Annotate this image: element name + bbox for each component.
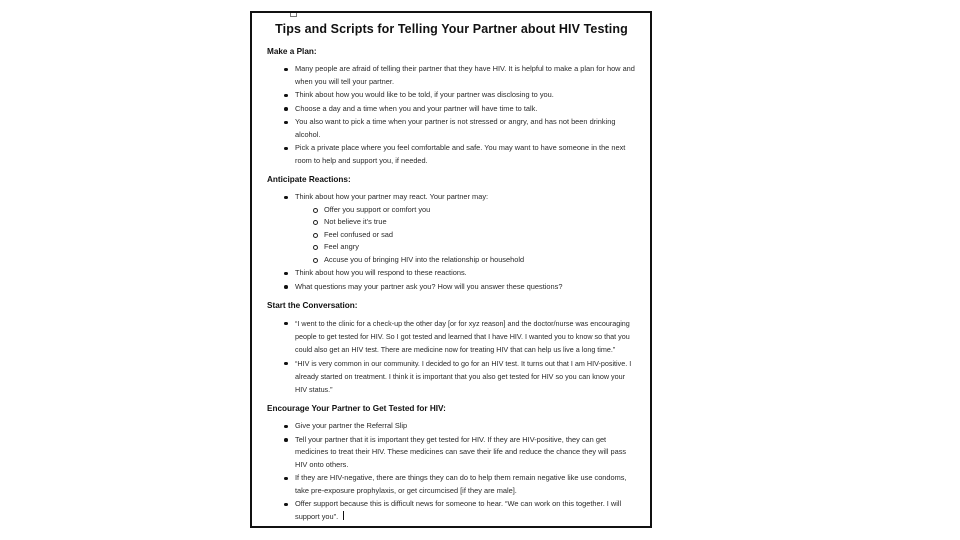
list-item: Choose a day and a time when you and your partner will have time to talk. bbox=[295, 103, 636, 116]
list-item: Pick a private place where you feel comfortable and safe. You may want to have someone in the next room to help and support you, if needed. bbox=[295, 142, 636, 167]
sub-list-item: Not believe it's true bbox=[324, 216, 636, 229]
list-item-text: Offer support because this is difficult news for someone to hear. “We can work on this together. I will support you”. bbox=[295, 499, 622, 521]
list-item: “I went to the clinic for a check-up the other day [or for xyz reason] and the doctor/nurse was encouraging people to get tested for HIV. So I got tested and learned that I have HIV. I wanted you to know so that you could also get an HIV test. There are medicine now for treating HIV that can help us live a long time.” bbox=[295, 317, 636, 356]
section-anticipate-reactions bbox=[267, 175, 636, 293]
bullet-list bbox=[267, 63, 636, 167]
list-item-text: Think about how your partner may react. Your partner may: bbox=[295, 192, 489, 201]
sub-list bbox=[295, 204, 636, 267]
list-item: You also want to pick a time when your partner is not stressed or angry, and has not been drinking alcohol. bbox=[295, 116, 636, 141]
bullet-list bbox=[267, 420, 636, 523]
section-make-a-plan bbox=[267, 47, 636, 167]
list-item: “HIV is very common in our community. I decided to go for an HIV test. It turns out that I am HIV-positive. I already started on treatment. I think it is important that you also get tested for HIV so you can know your HIV status.” bbox=[295, 357, 636, 396]
list-item: What questions may your partner ask you? How will you answer these questions? bbox=[295, 281, 636, 294]
section-heading: Anticipate Reactions: bbox=[267, 175, 351, 184]
list-item: Think about how you would like to be told, if your partner was disclosing to you. bbox=[295, 89, 636, 102]
list-item: If they are HIV-negative, there are things they can do to help them remain negative like use condoms, take pre-exposure prophylaxis, or get circumcised [if they are male]. bbox=[295, 472, 636, 497]
section-heading: Make a Plan: bbox=[267, 47, 317, 56]
sub-list-item: Accuse you of bringing HIV into the relationship or household bbox=[324, 254, 636, 267]
document-title: Tips and Scripts for Telling Your Partner about HIV Testing bbox=[275, 22, 628, 36]
list-item: Tell your partner that it is important they get tested for HIV. If they are HIV-positive, they can get medicines to treat their HIV. These medicines can save their life and reduce the chance they will pass HIV onto others. bbox=[295, 434, 636, 472]
sub-list-item: Feel angry bbox=[324, 241, 636, 254]
list-item: Give your partner the Referral Slip bbox=[295, 420, 636, 433]
list-item: Many people are afraid of telling their partner that they have HIV. It is helpful to make a plan for how and when you will tell your partner. bbox=[295, 63, 636, 88]
list-item bbox=[295, 498, 636, 523]
sub-list-item: Feel confused or sad bbox=[324, 229, 636, 242]
section-heading: Encourage Your Partner to Get Tested for HIV: bbox=[267, 404, 446, 413]
bullet-list bbox=[267, 317, 636, 396]
list-item bbox=[295, 191, 636, 266]
section-encourage-testing bbox=[267, 404, 636, 523]
sub-list-item: Offer you support or comfort you bbox=[324, 204, 636, 217]
section-heading: Start the Conversation: bbox=[267, 301, 358, 310]
text-cursor bbox=[343, 511, 344, 520]
list-item: Think about how you will respond to these reactions. bbox=[295, 267, 636, 280]
section-start-conversation bbox=[267, 301, 636, 396]
text-boundary-mark bbox=[290, 11, 297, 17]
bullet-list bbox=[267, 191, 636, 293]
document-page bbox=[250, 11, 652, 528]
